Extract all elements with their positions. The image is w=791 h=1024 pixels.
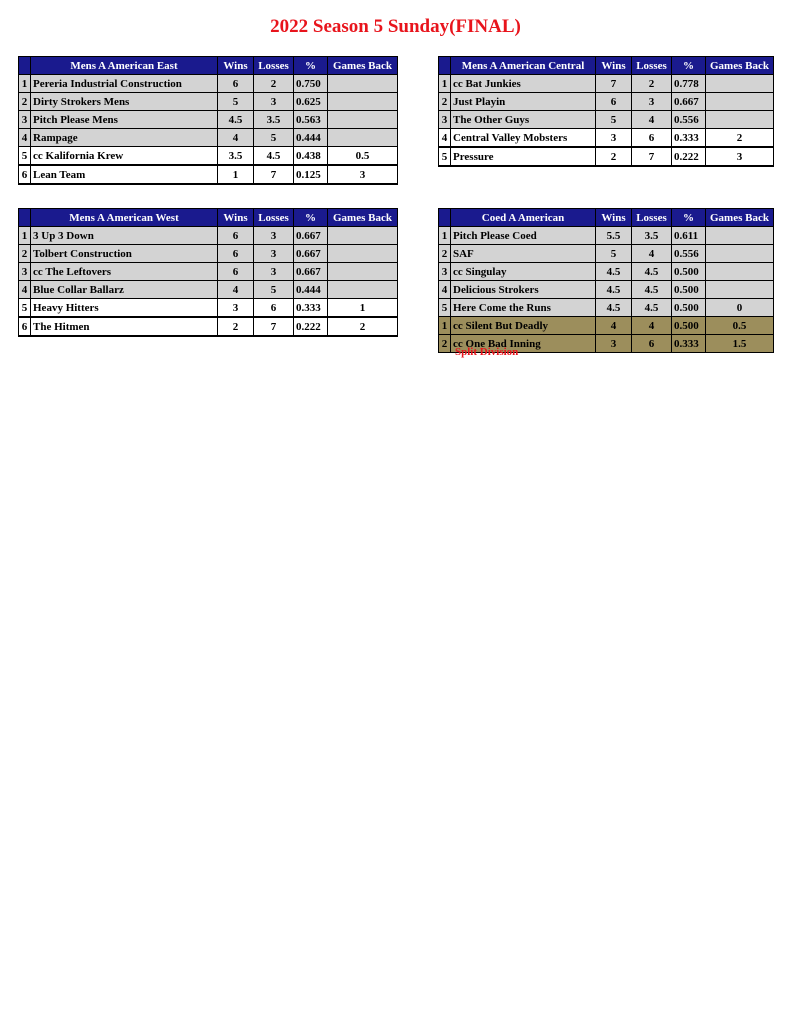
losses-cell: 6 (632, 129, 672, 148)
pct-cell: 0.438 (294, 147, 328, 166)
rank-cell: 2 (439, 93, 451, 111)
team-name-cell: Pressure (451, 147, 596, 166)
team-name-cell: Tolbert Construction (31, 245, 218, 263)
split-division-note: Split Division (455, 346, 519, 358)
team-name-cell: Rampage (31, 129, 218, 147)
rank-cell: 1 (439, 75, 451, 93)
losses-cell: 2 (254, 75, 294, 93)
rank-cell: 3 (439, 263, 451, 281)
pct-cell: 0.778 (672, 75, 706, 93)
rank-cell: 5 (19, 147, 31, 166)
table-row (439, 129, 774, 148)
losses-cell: 4 (632, 317, 672, 335)
wins-cell: 4.5 (596, 299, 632, 317)
wins-cell: 4.5 (218, 111, 254, 129)
pct-cell: 0.222 (294, 317, 328, 336)
standings-table-east (18, 56, 398, 185)
rank-cell: 1 (19, 227, 31, 245)
pct-cell: 0.500 (672, 281, 706, 299)
rank-cell: 4 (19, 281, 31, 299)
losses-cell: 3 (254, 263, 294, 281)
games-back-cell: 0.5 (706, 317, 774, 335)
games-back-cell (706, 263, 774, 281)
table-row (19, 165, 398, 184)
pct-cell: 0.625 (294, 93, 328, 111)
standings-table-coed (438, 208, 774, 353)
losses-cell: 3 (632, 93, 672, 111)
wins-cell: 4 (596, 317, 632, 335)
rank-cell: 1 (439, 317, 451, 335)
losses-cell: 3 (254, 245, 294, 263)
wins-cell: 3.5 (218, 147, 254, 166)
pct-cell: 0.750 (294, 75, 328, 93)
pct-cell: 0.667 (294, 227, 328, 245)
losses-cell: 6 (632, 335, 672, 353)
losses-cell: 4.5 (632, 263, 672, 281)
losses-cell: 7 (254, 317, 294, 336)
table-row (19, 227, 398, 245)
losses-header: Losses (254, 57, 294, 75)
wins-cell: 5 (596, 245, 632, 263)
table-header-row (19, 57, 398, 75)
team-name-cell: Here Come the Runs (451, 299, 596, 317)
pct-cell: 0.333 (672, 335, 706, 353)
wins-cell: 3 (218, 299, 254, 318)
pct-cell: 0.333 (672, 129, 706, 148)
rank-cell: 4 (439, 281, 451, 299)
losses-header: Losses (254, 209, 294, 227)
pct-cell: 0.500 (672, 317, 706, 335)
table-row (439, 263, 774, 281)
pct-cell: 0.563 (294, 111, 328, 129)
games-back-cell: 2 (328, 317, 398, 336)
team-name-cell: Lean Team (31, 165, 218, 184)
wins-cell: 2 (218, 317, 254, 336)
games-back-cell: 1 (328, 299, 398, 318)
pct-cell: 0.500 (672, 299, 706, 317)
losses-cell: 4.5 (632, 281, 672, 299)
losses-cell: 6 (254, 299, 294, 318)
pct-cell: 0.125 (294, 165, 328, 184)
games-back-cell (328, 263, 398, 281)
games-back-header: Games Back (706, 209, 774, 227)
wins-cell: 5 (596, 111, 632, 129)
table-row (439, 317, 774, 335)
losses-cell: 7 (254, 165, 294, 184)
division-name: Mens A American East (31, 57, 218, 75)
team-name-cell: Blue Collar Ballarz (31, 281, 218, 299)
team-name-cell: The Other Guys (451, 111, 596, 129)
team-name-cell: Heavy Hitters (31, 299, 218, 318)
team-name-cell: cc Silent But Deadly (451, 317, 596, 335)
table-header-row (439, 209, 774, 227)
division-name: Coed A American (451, 209, 596, 227)
games-back-cell (706, 245, 774, 263)
games-back-header: Games Back (328, 209, 398, 227)
table-row (19, 299, 398, 318)
wins-header: Wins (218, 57, 254, 75)
division-name: Mens A American Central (451, 57, 596, 75)
games-back-cell (328, 245, 398, 263)
rank-cell: 6 (19, 165, 31, 184)
table-row (19, 263, 398, 281)
losses-cell: 7 (632, 147, 672, 166)
games-back-cell: 2 (706, 129, 774, 148)
wins-cell: 4 (218, 281, 254, 299)
wins-cell: 5 (218, 93, 254, 111)
rank-cell: 2 (19, 93, 31, 111)
table-row (439, 93, 774, 111)
table-row (19, 245, 398, 263)
games-back-cell (328, 75, 398, 93)
games-back-cell (706, 93, 774, 111)
pct-cell: 0.667 (294, 263, 328, 281)
standings-table-west (18, 208, 398, 337)
table-row (19, 281, 398, 299)
table-header-row (19, 209, 398, 227)
team-name-cell: Delicious Strokers (451, 281, 596, 299)
pct-cell: 0.667 (672, 93, 706, 111)
wins-header: Wins (596, 209, 632, 227)
pct-cell: 0.611 (672, 227, 706, 245)
wins-header: Wins (218, 209, 254, 227)
team-name-cell: The Hitmen (31, 317, 218, 336)
team-name-cell: Pereria Industrial Construction (31, 75, 218, 93)
standings-table-central (438, 56, 774, 167)
page-title: 2022 Season 5 Sunday(FINAL) (270, 16, 521, 37)
team-name-cell: cc The Leftovers (31, 263, 218, 281)
losses-cell: 3.5 (632, 227, 672, 245)
team-name-cell: cc Singulay (451, 263, 596, 281)
table-row (439, 299, 774, 317)
table-row (19, 147, 398, 166)
wins-cell: 2 (596, 147, 632, 166)
losses-cell: 5 (254, 281, 294, 299)
pct-cell: 0.333 (294, 299, 328, 318)
table-header-row (439, 57, 774, 75)
games-back-cell (328, 93, 398, 111)
wins-cell: 5.5 (596, 227, 632, 245)
games-back-header: Games Back (706, 57, 774, 75)
table-row (439, 245, 774, 263)
losses-cell: 3 (254, 93, 294, 111)
losses-cell: 3.5 (254, 111, 294, 129)
losses-cell: 3 (254, 227, 294, 245)
wins-cell: 7 (596, 75, 632, 93)
team-name-cell: cc Kalifornia Krew (31, 147, 218, 166)
rank-cell: 5 (439, 147, 451, 166)
games-back-header: Games Back (328, 57, 398, 75)
team-name-cell: cc One Bad Inning (451, 335, 596, 353)
wins-cell: 6 (218, 245, 254, 263)
games-back-cell (706, 281, 774, 299)
table-row (439, 147, 774, 166)
table-row (19, 93, 398, 111)
wins-cell: 3 (596, 335, 632, 353)
losses-cell: 4 (632, 111, 672, 129)
wins-cell: 4 (218, 129, 254, 147)
pct-header: % (294, 57, 328, 75)
rank-cell: 2 (19, 245, 31, 263)
games-back-cell (328, 129, 398, 147)
losses-cell: 4.5 (254, 147, 294, 166)
games-back-cell (706, 111, 774, 129)
table-row (19, 75, 398, 93)
rank-cell: 6 (19, 317, 31, 336)
wins-cell: 6 (218, 75, 254, 93)
wins-cell: 6 (218, 227, 254, 245)
rank-cell: 1 (439, 227, 451, 245)
table-row (439, 111, 774, 129)
pct-header: % (294, 209, 328, 227)
games-back-cell (706, 75, 774, 93)
rank-cell: 2 (439, 245, 451, 263)
wins-cell: 3 (596, 129, 632, 148)
table-row (439, 227, 774, 245)
rank-cell: 4 (439, 129, 451, 148)
pct-cell: 0.556 (672, 111, 706, 129)
games-back-cell (328, 111, 398, 129)
games-back-cell: 0 (706, 299, 774, 317)
table-row (19, 317, 398, 336)
rank-cell: 4 (19, 129, 31, 147)
losses-header: Losses (632, 57, 672, 75)
rank-cell: 3 (19, 263, 31, 281)
rank-cell: 3 (439, 111, 451, 129)
table-row (19, 111, 398, 129)
pct-cell: 0.444 (294, 281, 328, 299)
pct-cell: 0.444 (294, 129, 328, 147)
wins-cell: 4.5 (596, 263, 632, 281)
pct-cell: 0.556 (672, 245, 706, 263)
team-name-cell: Pitch Please Mens (31, 111, 218, 129)
games-back-cell (706, 227, 774, 245)
table-row (439, 75, 774, 93)
pct-header: % (672, 209, 706, 227)
losses-cell: 4 (632, 245, 672, 263)
division-name: Mens A American West (31, 209, 218, 227)
pct-cell: 0.667 (294, 245, 328, 263)
team-name-cell: 3 Up 3 Down (31, 227, 218, 245)
team-name-cell: Central Valley Mobsters (451, 129, 596, 148)
games-back-cell: 3 (706, 147, 774, 166)
team-name-cell: Dirty Strokers Mens (31, 93, 218, 111)
games-back-cell: 3 (328, 165, 398, 184)
games-back-cell (328, 227, 398, 245)
rank-cell: 2 (439, 335, 451, 353)
rank-cell: 3 (19, 111, 31, 129)
wins-cell: 6 (596, 93, 632, 111)
rank-cell: 5 (439, 299, 451, 317)
team-name-cell: SAF (451, 245, 596, 263)
losses-cell: 5 (254, 129, 294, 147)
games-back-cell: 0.5 (328, 147, 398, 166)
losses-header: Losses (632, 209, 672, 227)
games-back-cell: 1.5 (706, 335, 774, 353)
wins-cell: 4.5 (596, 281, 632, 299)
wins-header: Wins (596, 57, 632, 75)
table-row (19, 129, 398, 147)
team-name-cell: Pitch Please Coed (451, 227, 596, 245)
pct-cell: 0.222 (672, 147, 706, 166)
table-row (439, 281, 774, 299)
team-name-cell: Just Playin (451, 93, 596, 111)
wins-cell: 1 (218, 165, 254, 184)
losses-cell: 4.5 (632, 299, 672, 317)
rank-cell: 5 (19, 299, 31, 318)
wins-cell: 6 (218, 263, 254, 281)
rank-cell: 1 (19, 75, 31, 93)
team-name-cell: cc Bat Junkies (451, 75, 596, 93)
pct-header: % (672, 57, 706, 75)
games-back-cell (328, 281, 398, 299)
losses-cell: 2 (632, 75, 672, 93)
pct-cell: 0.500 (672, 263, 706, 281)
